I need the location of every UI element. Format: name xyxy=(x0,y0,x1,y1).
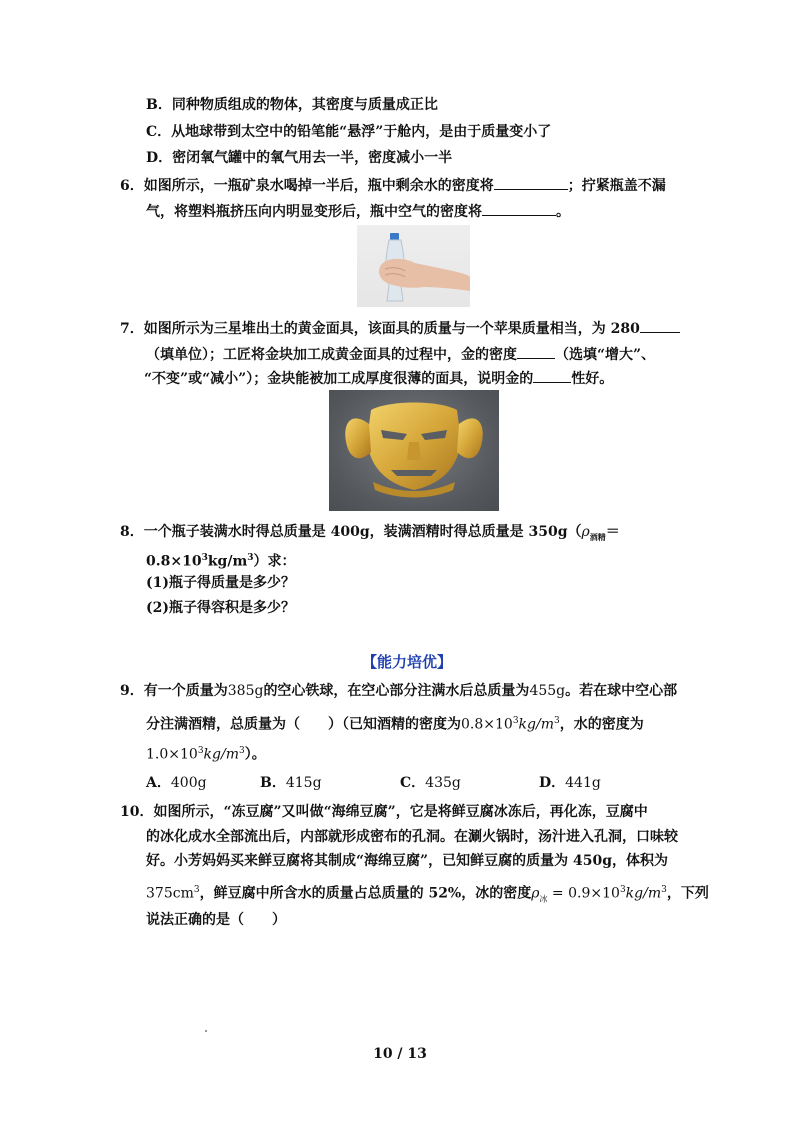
q10-ice-density-unit-exponent: 3 xyxy=(661,885,667,895)
q7-text-3a: “不变”或“减小”）；金块能被加工成厚度很薄的面具，说明金的 xyxy=(144,371,534,387)
q10-text-4a: ，鲜豆腐中所含水的质量占总质量的 52%，冰的密度 xyxy=(199,885,532,902)
q8-rho-symbol: ρ xyxy=(581,524,590,540)
q8-rho-subscript: 酒精 xyxy=(589,531,606,542)
q5-option-d: D．密闭氧气罐中的氧气用去一半，密度减小一半 xyxy=(146,150,453,166)
bottle-squeeze-photo xyxy=(357,225,470,307)
q9-number: 9． xyxy=(120,683,144,699)
q9-alcohol-density-unit-exponent: 3 xyxy=(553,716,560,726)
q6-text-1a: 如图所示，一瓶矿泉水喝掉一半后，瓶中剩余水的密度将 xyxy=(143,178,494,194)
q7-line-3 xyxy=(144,368,613,389)
q6-text-2a: 气，将塑料瓶挤压向内明显变形后，瓶中空气的密度将 xyxy=(146,204,482,220)
q9-option-a xyxy=(146,773,207,793)
q10-line-4 xyxy=(146,880,709,909)
q9-mass-1: 385g xyxy=(227,683,264,699)
q9-water-density-unit-exponent: 3 xyxy=(238,746,245,756)
stray-dot xyxy=(205,1030,207,1032)
q9-mass-2: 455g xyxy=(529,683,566,699)
q7-text-2b: （选填“增大”、 xyxy=(555,347,656,363)
q9-option-d xyxy=(539,773,601,793)
q6-text-2b: 。 xyxy=(556,204,570,220)
q9-text-2a: 分注满酒精，总质量为（ ）（已知酒精的密度为 xyxy=(146,716,461,733)
q9-line-1 xyxy=(120,681,677,701)
mask-right-ear xyxy=(457,418,483,458)
q7-number: 7． xyxy=(120,321,144,337)
q9-water-density-exponent: 3 xyxy=(197,746,204,756)
q9-line-2 xyxy=(146,711,644,735)
gold-mask-illustration xyxy=(329,390,499,511)
q10-rho-symbol: ρ xyxy=(531,885,540,902)
q8-density-unit: kg/m xyxy=(207,553,248,570)
q10-number: 10． xyxy=(120,804,154,820)
q6-line-2 xyxy=(146,201,570,222)
q6-text-1b: ；拧紧瓶盖不漏 xyxy=(567,178,666,194)
q7-blank-3 xyxy=(533,368,571,383)
q10-line-3: 好。小芳妈妈买来鲜豆腐将其制成“海绵豆腐”，已知鲜豆腐的质量为 450g，体积为 xyxy=(146,853,668,869)
q5-option-b: B．同种物质组成的物体，其密度与质量成正比 xyxy=(146,97,438,113)
q8-line-2 xyxy=(146,548,296,572)
q8-text-2c: ）求： xyxy=(253,553,296,570)
q10-line-5: 说法正确的是（ ） xyxy=(146,912,286,928)
q9-text-1b: 的空心铁球，在空心部分注满水后总质量为 xyxy=(263,683,530,699)
q9-text-1c: 。若在球中空心部 xyxy=(565,683,678,699)
q8-sub-question-2: (2)瓶子得容积是多少？ xyxy=(146,600,295,616)
q5-option-c: C．从地球带到太空中的铅笔能“悬浮”于舱内，是由于质量变小了 xyxy=(146,124,552,140)
q9-option-b xyxy=(260,773,322,793)
q6-line-1 xyxy=(120,175,666,196)
q10-line-1 xyxy=(120,802,648,822)
mask-left-ear xyxy=(345,418,371,458)
q9-alcohol-density: 0.8×10 xyxy=(461,716,513,733)
q10-rho-subscript: 冰 xyxy=(539,894,548,904)
q9-water-density-unit: kg/m xyxy=(203,746,239,763)
q8-density-value: 0.8×10 xyxy=(146,553,202,570)
q8-equals: ＝ xyxy=(605,524,620,540)
section-title-ability: 【能力培优】 xyxy=(362,653,453,671)
q9-option-b-value: 415g xyxy=(285,775,322,791)
bottle-illustration xyxy=(357,225,470,307)
q6-blank-1 xyxy=(494,175,568,190)
q9-alcohol-density-exponent: 3 xyxy=(512,716,519,726)
q7-blank-1 xyxy=(640,318,680,333)
q7-line-2 xyxy=(146,344,655,365)
q10-text-4b: ，下列 xyxy=(666,885,709,902)
q8-sub-question-1: (1)瓶子得质量是多少？ xyxy=(146,575,295,591)
gold-mask-photo xyxy=(329,390,499,511)
q9-text-2b: ，水的密度为 xyxy=(559,716,644,733)
q9-text-3b: ）。 xyxy=(244,746,266,763)
mask-mouth xyxy=(391,470,437,476)
q8-line-1 xyxy=(120,522,620,547)
q6-number: 6． xyxy=(120,178,144,194)
q10-ice-density-exponent: 3 xyxy=(619,885,626,895)
q10-ice-density: = 0.9×10 xyxy=(547,885,620,902)
q7-blank-2 xyxy=(517,344,555,359)
q9-option-a-label: A． xyxy=(146,775,171,791)
q7-line-1 xyxy=(120,318,680,339)
q9-option-c xyxy=(400,773,461,793)
bottle-cap xyxy=(390,233,399,240)
q9-water-density: 1.0×10 xyxy=(146,746,198,763)
q6-blank-2 xyxy=(482,201,556,216)
q7-text-1: 如图所示为三星堆出土的黄金面具，该面具的质量与一个苹果质量相当，为 280 xyxy=(143,321,640,337)
q10-text-1: 如图所示，“冻豆腐”又叫做“海绵豆腐”，它是将鲜豆腐冰冻后，再化冻，豆腐中 xyxy=(153,804,648,820)
q9-option-d-value: 441g xyxy=(565,775,601,791)
q8-number: 8． xyxy=(120,524,144,540)
q9-text-1a: 有一个质量为 xyxy=(143,683,228,699)
q9-option-b-label: B． xyxy=(260,775,286,791)
q8-density-exponent: 3 xyxy=(201,553,208,563)
q9-option-a-value: 400g xyxy=(170,775,207,791)
q9-option-d-label: D． xyxy=(539,775,566,791)
q10-line-2: 的冰化成水全部流出后，内部就形成密布的孔洞。在涮火锅时，汤汁进入孔洞，口味较 xyxy=(146,829,678,845)
q10-volume-exponent: 3 xyxy=(193,885,200,895)
page-number: 10 / 13 xyxy=(373,1046,427,1062)
q10-volume: 375cm xyxy=(146,885,194,902)
q7-text-2a: （填单位）；工匠将金块加工成黄金面具的过程中，金的密度 xyxy=(146,347,517,363)
q8-density-unit-exponent: 3 xyxy=(247,553,254,563)
q9-alcohol-density-unit: kg/m xyxy=(518,716,554,733)
q10-ice-density-unit: kg/m xyxy=(625,885,662,902)
q9-option-c-label: C． xyxy=(400,775,426,791)
q7-text-3b: 性好。 xyxy=(571,371,614,387)
q9-line-3 xyxy=(146,741,266,765)
q9-option-c-value: 435g xyxy=(425,775,461,791)
q8-text-1a: 一个瓶子装满水时得总质量是 400g，装满酒精时得总质量是 350g（ xyxy=(143,524,582,540)
mask-nose xyxy=(407,442,421,460)
